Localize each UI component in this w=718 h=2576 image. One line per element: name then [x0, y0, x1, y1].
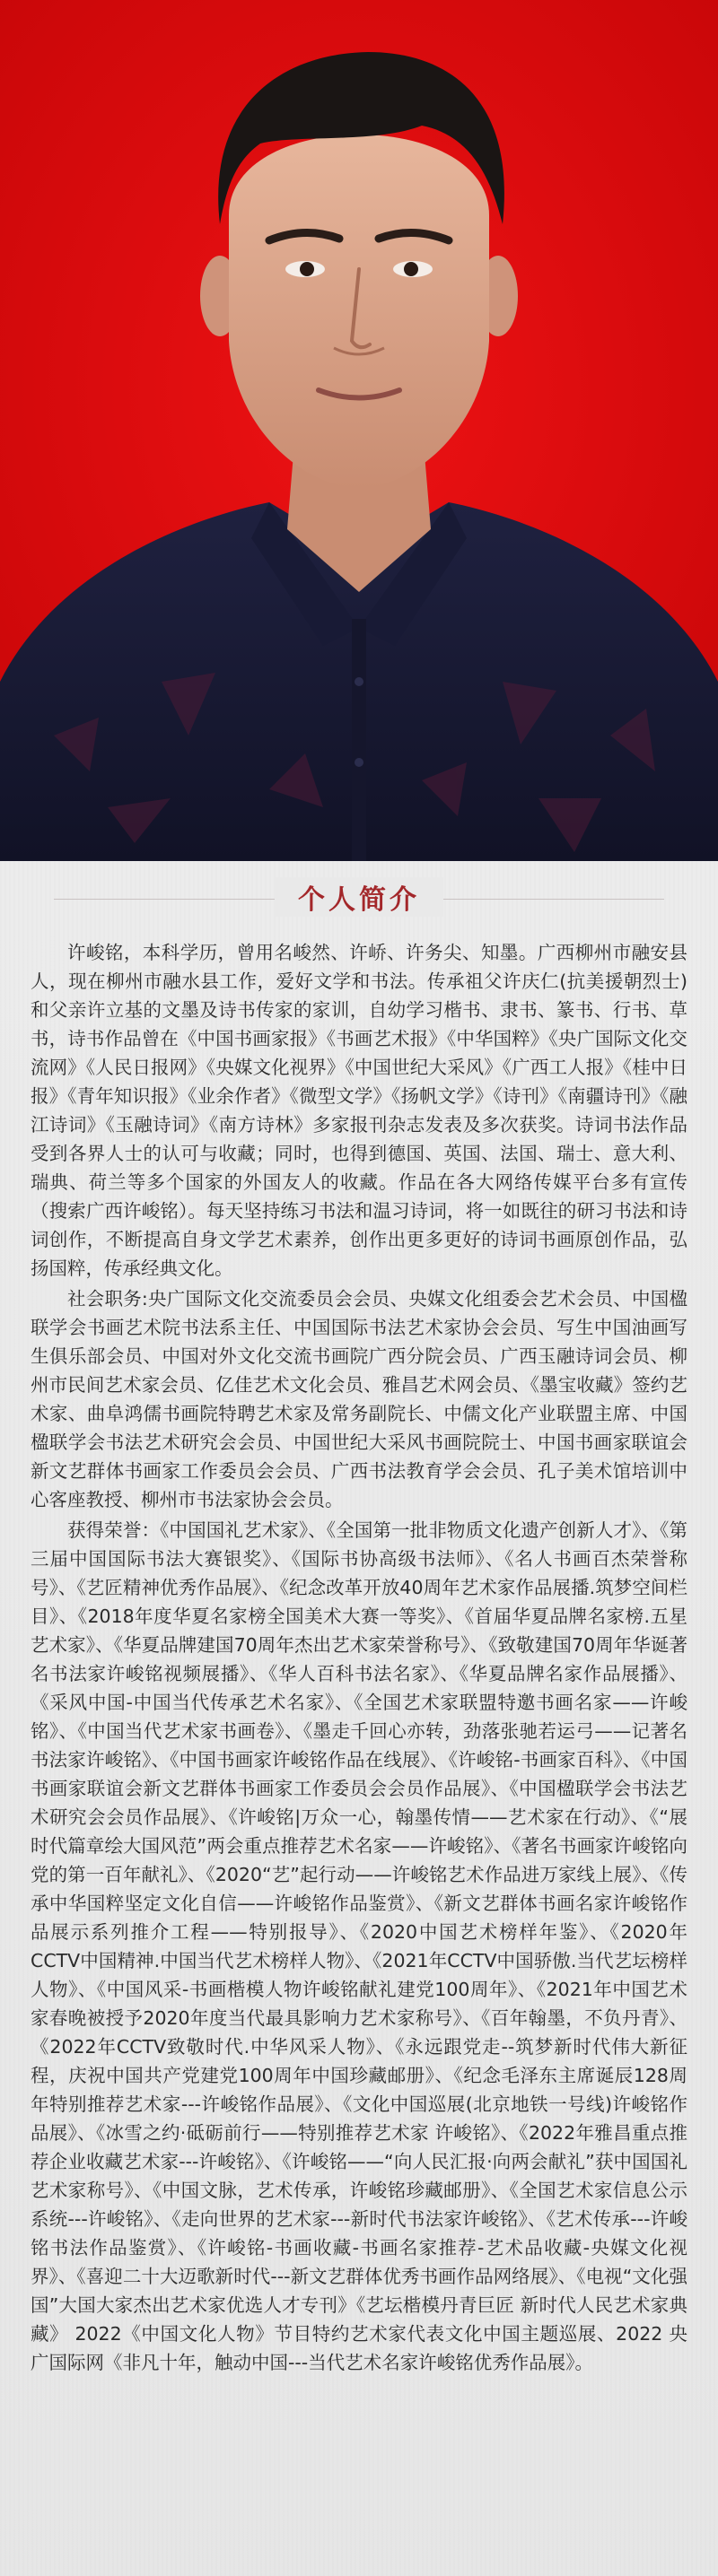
face-shape [229, 135, 489, 489]
bio-paragraph-intro: 许峻铭，本科学历，曾用名峻然、许峤、许务尖、知墨。广西柳州市融安县人，现在柳州市融水县工作，爱好文学和书法。传承祖父许庆仁(抗美援朝烈士)和父亲许立基的文墨及诗书传家的家训，自幼学习楷书、隶书、篆书、行书、草书，诗书作品曾在《中国书画家报》《书画艺术报》《中华国粹》《央广国际文化交流网》《人民日报网》《央媒文化视界》《中国世纪大采风》《广西工人报》《桂中日报》《青年知识报》《业余作者》《微型文学》《扬帆文学》《诗刊》《南疆诗刊》《融江诗词》《玉融诗词》《南方诗林》多家报刊杂志发表及多次获奖。诗词书法作品受到各界人士的认可与收藏；同时，也得到德国、英国、法国、瑞士、意大利、瑞典、荷兰等多个国家的外国友人的收藏。作品在各大网络传媒平台多有宣传（搜索广西许峻铭）。每天坚持练习书法和温习诗词，将一如既往的研习书法和诗词创作，不断提高自身文学艺术素养，创作出更多更好的诗词书画原创作品，弘扬国粹，传承经典文化。 [31, 942, 687, 1279]
page-title: 个人简介 [275, 877, 443, 917]
bio-section [0, 861, 718, 2576]
section-header [0, 861, 718, 933]
bio-paragraph-positions: 社会职务:央广国际文化交流委员会会员、央媒文化组委会艺术会员、中国楹联学会书画艺术院书法系主任、中国国际书法艺术家协会会员、写生中国油画写生俱乐部会员、中国对外文化交流书画院广西分院会员、广西玉融诗词会员、柳州市民间艺术家会员、亿佳艺术文化会员、雅昌艺术网会员、《墨宝收藏》签约艺术家、曲阜鸿儒书画院特聘艺术家及常务副院长、中儒文化产业联盟主席、中国楹联学会书法艺术研究会会员、中国世纪大采风书画院院士、中国书画家联谊会新文艺群体书画家工作委员会会员、广西书法教育学会会员、孔子美术馆培训中心客座教授、柳州市书法家协会会员。 [31, 1288, 687, 1510]
bio-paragraph-honors: 获得荣誉：《中国国礼艺术家》、《全国第一批非物质文化遗产创新人才》、《第三届中国国际书法大赛银奖》、《国际书协高级书法师》、《名人书画百杰荣誉称号》、《艺匠精神优秀作品展》、《纪念改革开放40周年艺术家作品展播.筑梦空间栏目》、《2018年度华夏名家榜全国美术大赛一等奖》、《首届华夏品牌名家榜.五星艺术家》、《华夏品牌建国70周年杰出艺术家荣誉称号》、《致敬建国70周年华诞著名书法家许峻铭视频展播》、《华人百科书法名家》、《华夏品牌名家作品展播》、《采风中国-中国当代传承艺术名家》、《全国艺术家联盟特邀书画名家——许峻铭》、《中国当代艺术家书画卷》、《墨走千回心亦转，劲落张驰若运弓——记著名书法家许峻铭》、《中国书画家许峻铭作品在线展》、《许峻铭-书画家百科》、《中国书画家联谊会新文艺群体书画家工作委员会会员作品展》、《中国楹联学会书法艺术研究会会员作品展》、《许峻铭|万众一心，翰墨传情——艺术家在行动》、《“展时代篇章绘大国风范”两会重点推荐艺术名家——许峻铭》、《著名书画家许峻铭向党的第一百年献礼》、《2020“艺”起行动——许峻铭艺术作品进万家线上展》、《传承中华国粹坚定文化自信——许峻铭作品鉴赏》、《新文艺群体书画名家许峻铭作品展示系列推介工程——特别报导》、《2020中国艺术榜样年鉴》、《2020年CCTV中国精神.中国当代艺术榜样人物》、《2021年CCTV中国骄傲.当代艺坛榜样人物》、《中国风采-书画楷模人物许峻铭献礼建党100周年》、《2021年中国艺术家春晚被授予2020年度当代最具影响力艺术家称号》、《百年翰墨，不负丹青》、《2022年CCTV致敬时代.中华风采人物》、《永远跟党走--筑梦新时代伟大新征程，庆祝中国共产党建党100周年中国珍藏邮册》、《纪念毛泽东主席诞辰128周年特别推荐艺术家---许峻铭作品展》、《文化中国巡展(北京地铁一号线)许峻铭作品展》、《冰雪之约·砥砺前行——特别推荐艺术家 许峻铭》、《2022年雅昌重点推荐企业收藏艺术家---许峻铭》、《许峻铭——“向人民汇报·向两会献礼”获中国国礼艺术家称号》、《中国文脉，艺术传承，许峻铭珍藏邮册》、《全国艺术家信息公示系统---许峻铭》、《走向世界的艺术家---新时代书法家许峻铭》、《艺术传承---许峻铭书法作品鉴赏》、《许峻铭-书画收藏-书画名家推荐-艺术品收藏-央媒文化视界》、《喜迎二十大迈歌新时代---新文艺群体优秀书画作品网络展》、《电视“文化强国”大国大家杰出艺术家优选人才专刊》《艺坛楷模丹青巨匠 新时代人民艺术家典藏》 2022《中国文化人物》节目特约艺术家代表文化中国主题巡展、2022 央广国际网《非凡十年，触动中国---当代艺术名家许峻铭优秀作品展》。 [31, 1519, 687, 2373]
portrait-photo [0, 0, 718, 861]
portrait-illustration [0, 0, 718, 861]
bio-text [0, 933, 718, 2377]
